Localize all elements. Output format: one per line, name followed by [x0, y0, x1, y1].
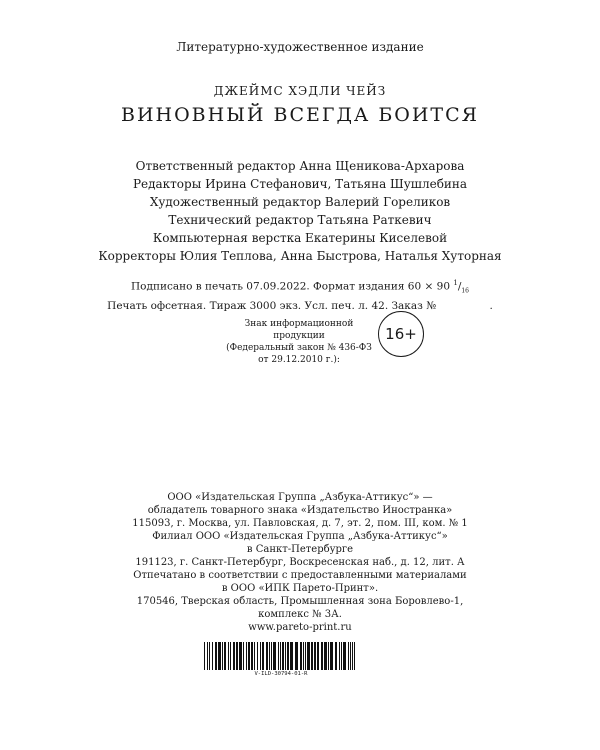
age-rating-label-line2: (Федеральный закон № 436-ФЗ от 29.12.2010 г.): [226, 343, 372, 365]
barcode-bar [273, 642, 276, 670]
barcode-bar [280, 642, 281, 670]
barcode-bar [343, 642, 346, 670]
author-name: ДЖЕЙМС ХЭДЛИ ЧЕЙЗ [213, 84, 387, 98]
publisher-line: обладатель товарного знака «Издательство Иностранка» [147, 505, 453, 516]
barcode-bar [350, 642, 351, 670]
barcode-bar [266, 642, 268, 670]
barcode-bar [246, 642, 247, 670]
barcode-bar [228, 642, 229, 670]
publisher-line: Отпечатано в соответствии с предоставленными материалами [133, 570, 467, 581]
print-info-line1: Подписано в печать 07.09.2022. Формат издания 60 × 90 $^1/_{16}$ [131, 279, 469, 295]
credit-line: Технический редактор Татьяна Раткевич [168, 213, 432, 227]
barcode-bar [204, 642, 205, 670]
barcode-bar [269, 642, 270, 670]
barcode-bar [207, 642, 208, 670]
barcode-bar [287, 642, 289, 670]
barcode-bars [204, 642, 358, 670]
barcode-bar [239, 642, 242, 670]
barcode-bar [251, 642, 253, 670]
barcode-bar [321, 642, 323, 670]
barcode-bar [243, 642, 244, 670]
credit-line: Художественный редактор Валерий Гореликов [149, 195, 451, 209]
publisher-line: 170546, Тверская область, Промышленная зона Боровлево-1, [136, 596, 464, 607]
format-numerator: 1 [453, 279, 458, 287]
publisher-line: ООО «Издательская Группа „Азбука-Аттикус“» — [167, 492, 433, 503]
publisher-block [0, 491, 600, 634]
credit-line: Редакторы Ирина Стефанович, Татьяна Шушлебина [132, 177, 468, 191]
publisher-line: 191123, г. Санкт-Петербург, Воскресенская наб., д. 12, лит. А [135, 557, 465, 568]
barcode-bar [328, 642, 329, 670]
barcode-bar [224, 642, 226, 670]
barcode-bar [295, 642, 298, 670]
publisher-line: Филиал ООО «Издательская Группа „Азбука-Аттикус“» [152, 531, 448, 542]
format-denominator: 16 [461, 287, 469, 295]
barcode-bar [314, 642, 316, 670]
barcode-bar [257, 642, 258, 670]
publisher-line: в ООО «ИПК Парето-Принт». [221, 583, 379, 594]
edition-type: Литературно-художественное издание [176, 40, 424, 54]
print-order-end: . [489, 299, 493, 312]
barcode-bar [305, 642, 306, 670]
barcode-bar [215, 642, 217, 670]
barcode-bar [212, 642, 213, 670]
publisher-line: в Санкт-Петербурге [246, 544, 354, 555]
barcode-bar [278, 642, 279, 670]
barcode-bar [262, 642, 264, 670]
barcode-bar [300, 642, 302, 670]
barcode-bar [271, 642, 272, 670]
barcode-bar [248, 642, 250, 670]
barcode-bar [282, 642, 284, 670]
barcode-bar [290, 642, 293, 670]
barcode-bar [307, 642, 310, 670]
barcode-bar [324, 642, 327, 670]
credit-line: Корректоры Юлия Теплова, Анна Быстрова, Наталья Хуторная [98, 249, 502, 263]
barcode-bar [330, 642, 333, 670]
barcode-bar [254, 642, 255, 670]
print-info [0, 276, 600, 313]
barcode-bar [317, 642, 319, 670]
print-info-line2 [0, 299, 600, 313]
barcode-bar [260, 642, 261, 670]
barcode-bar [335, 642, 337, 670]
barcode-bar [230, 642, 231, 670]
age-rating-label-line1: Знак информационной продукции [244, 319, 354, 341]
barcode-bar [218, 642, 221, 670]
barcode-bar [352, 642, 353, 670]
credits-block [0, 157, 600, 265]
barcode [204, 642, 358, 680]
barcode-bar [339, 642, 340, 670]
age-rating-label [224, 318, 374, 366]
barcode-bar [233, 642, 235, 670]
barcode-bar [311, 642, 313, 670]
barcode-bar [303, 642, 304, 670]
print-order-text: Печать офсетная. Тираж 3000 экз. Усл. печ. л. 42. Заказ № [107, 299, 437, 312]
barcode-bar [285, 642, 286, 670]
age-rating-badge: 16+ [378, 311, 424, 357]
publisher-line: 115093, г. Москва, ул. Павловская, д. 7, эт. 2, пом. III, ком. № 1 [132, 518, 468, 529]
barcode-bar [236, 642, 238, 670]
barcode-bar [222, 642, 223, 670]
barcode-bar [341, 642, 342, 670]
publisher-line: комплекс № 3А. [258, 609, 342, 620]
credit-line: Ответственный редактор Анна Щеникова-Архарова [135, 159, 465, 173]
publisher-line: www.pareto-print.ru [248, 622, 352, 633]
book-title: ВИНОВНЫЙ ВСЕГДА БОИТСЯ [120, 104, 479, 126]
barcode-bar [209, 642, 210, 670]
credit-line: Компьютерная верстка Екатерины Киселевой [152, 231, 448, 245]
barcode-text: V-ILD-30794-01-R [254, 671, 308, 677]
print-format-text: Подписано в печать 07.09.2022. Формат издания 60 × 90 [131, 280, 450, 293]
barcode-bar [348, 642, 349, 670]
barcode-bar [354, 642, 355, 670]
